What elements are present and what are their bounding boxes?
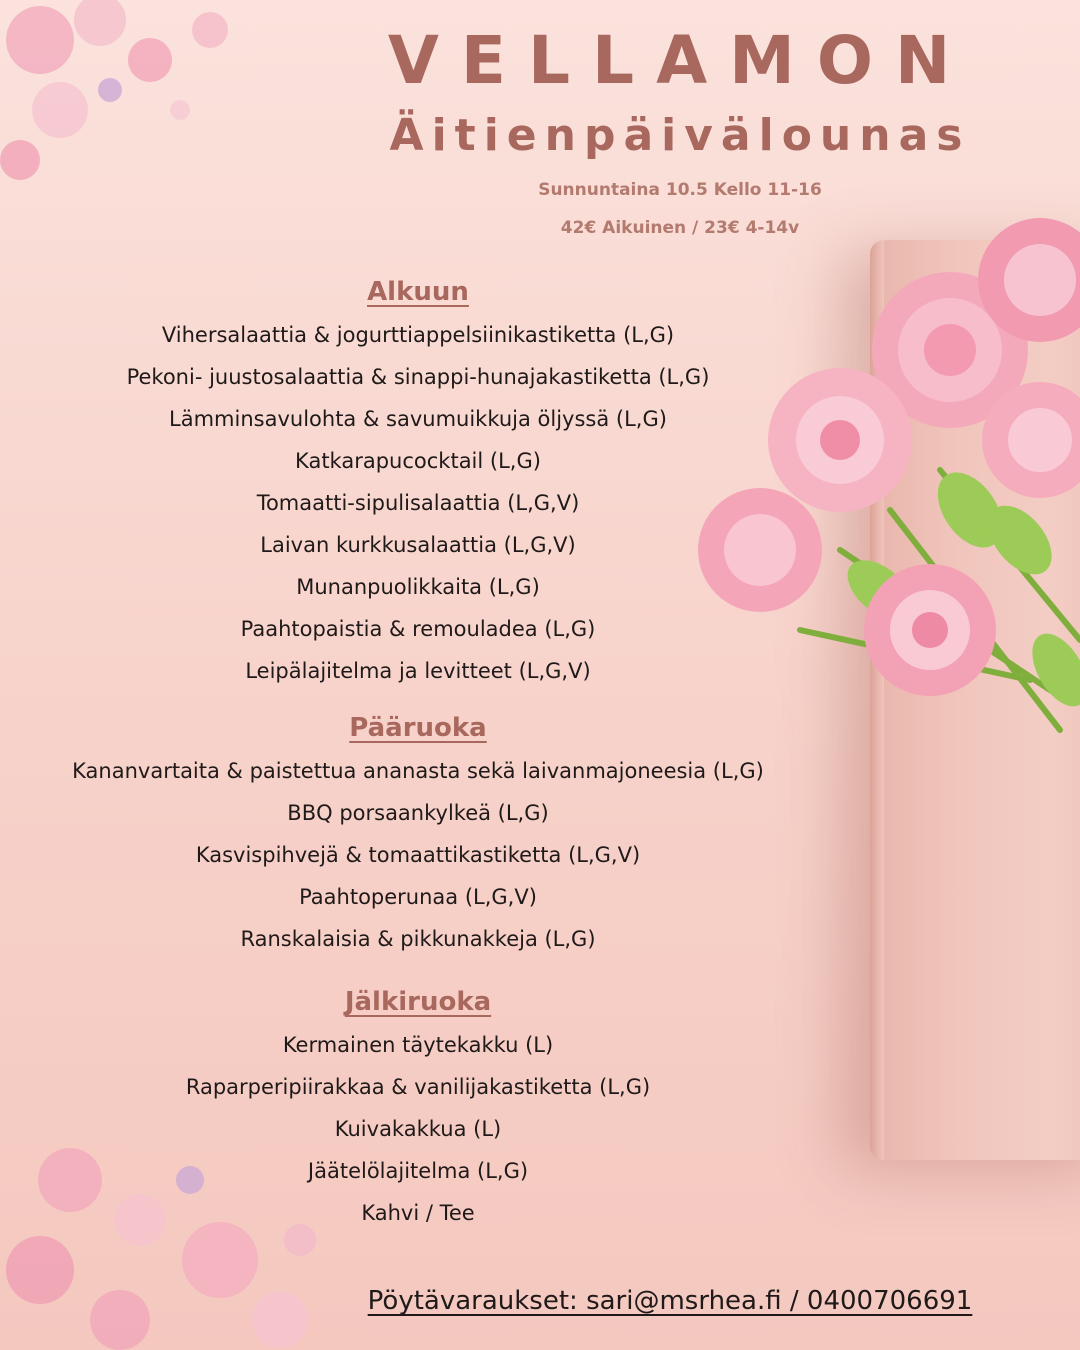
- menu-item: Pekoni- juustosalaattia & sinappi-hunajakastiketta (L,G): [126, 365, 710, 389]
- menu-item: Katkarapucocktail (L,G): [295, 449, 541, 473]
- menu-item: Munanpuolikkaita (L,G): [296, 575, 540, 599]
- menu-item: Kananvartaita & paistettua ananasta sekä laivanmajoneesia (L,G): [72, 759, 764, 783]
- main-course-list: [0, 750, 836, 960]
- menu-item: Jäätelölajitelma (L,G): [307, 1159, 529, 1183]
- section-title-main: Pääruoka: [349, 713, 487, 743]
- event-prices: 42€ Aikuinen / 23€ 4-14v: [560, 218, 800, 238]
- menu-item: Raparperipiirakkaa & vanilijakastiketta (L,G): [185, 1075, 651, 1099]
- menu-item: Tomaatti-sipulisalaattia (L,G,V): [256, 491, 580, 515]
- brand-title: VELLAMON: [387, 22, 973, 99]
- reservations-contact[interactable]: Pöytävaraukset: sari@msrhea.fi / 0400706691: [367, 1286, 973, 1316]
- gift-box-edge: [870, 240, 884, 1160]
- main-course-section: [0, 706, 836, 960]
- menu-item: Kermainen täytekakku (L): [282, 1033, 554, 1057]
- section-title-dessert: Jälkiruoka: [344, 987, 492, 1017]
- menu-item: Kasvispihvejä & tomaattikastiketta (L,G,V): [195, 843, 641, 867]
- dessert-section: [0, 980, 836, 1234]
- event-date-time: Sunnuntaina 10.5 Kello 11-16: [538, 180, 822, 200]
- menu-item: Kahvi / Tee: [361, 1201, 475, 1225]
- menu-item: Lämminsavulohta & savumuikkuja öljyssä (L,G): [169, 407, 667, 431]
- gift-box-icon: [870, 240, 1080, 1160]
- event-title: Äitienpäivälounas: [389, 110, 971, 161]
- menu-item: Ranskalaisia & pikkunakkeja (L,G): [240, 927, 596, 951]
- starters-list: [0, 314, 836, 692]
- menu-item: Laivan kurkkusalaattia (L,G,V): [260, 533, 576, 557]
- dessert-list: [0, 1024, 836, 1234]
- menu-item: Kuivakakkua (L): [334, 1117, 502, 1141]
- menu-item: BBQ porsaankylkeä (L,G): [287, 801, 549, 825]
- watercolor-flowers-icon: [0, 0, 280, 200]
- menu-item: Paahtoperunaa (L,G,V): [299, 885, 537, 909]
- menu-item: Vihersalaattia & jogurttiappelsiinikastiketta (L,G): [161, 323, 675, 347]
- section-title-starters: Alkuun: [367, 277, 469, 307]
- starters-section: [0, 270, 836, 692]
- menu-item: Leipälajitelma ja levitteet (L,G,V): [245, 659, 591, 683]
- menu-item: Paahtopaistia & remouladea (L,G): [240, 617, 596, 641]
